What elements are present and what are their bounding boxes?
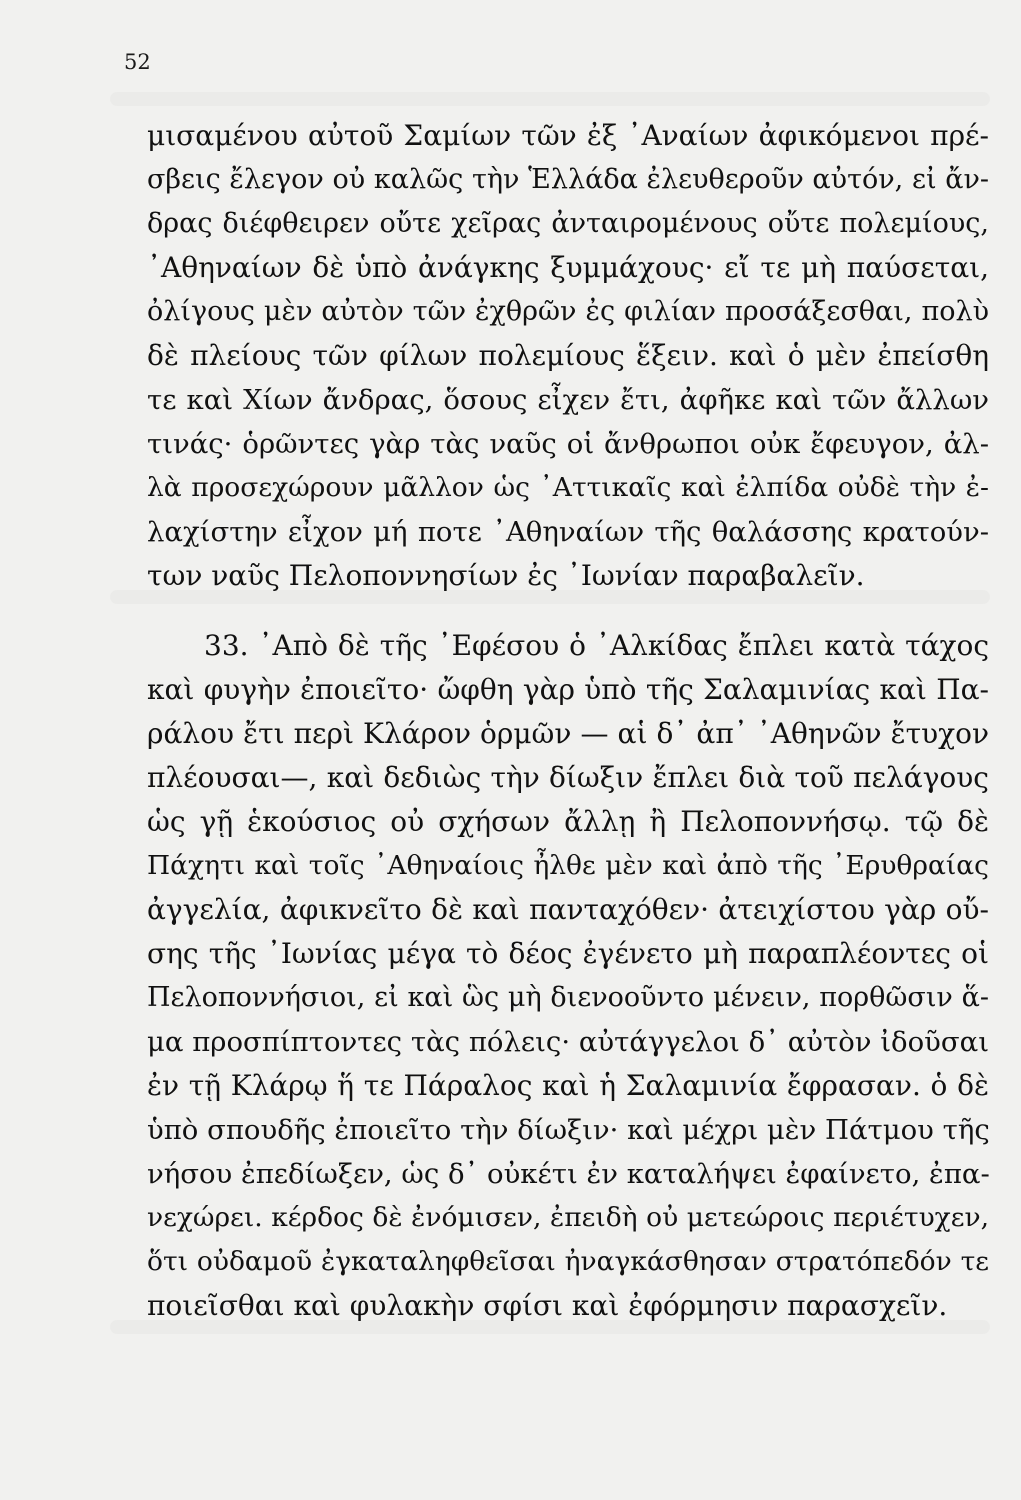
text-line: νήσου ἐπεδίωξεν, ὡς δ᾿ οὐκέτι ἐν καταλήψει ἐφαίνετο, ἐπα- [147,1158,990,1190]
text-line: 33. ᾿Απὸ δὲ τῆς ᾿Εφέσου ὁ ᾿Αλκίδας ἔπλει κατὰ τάχος [204,629,989,662]
text-line: ὑπὸ σπουδῆς ἐποιεῖτο τὴν δίωξιν· καὶ μέχρι μὲν Πάτμου τῆς [147,1114,990,1146]
text-line: ὅτι οὐδαμοῦ ἐγκαταληφθεῖσαι ἠναγκάσθησαν στρατόπεδόν τε [147,1246,989,1277]
text-line: ἀγγελία, ἀφικνεῖτο δὲ καὶ πανταχόθεν· ἀτειχίστου γὰρ οὔ- [147,893,989,926]
text-line: λὰ προσεχώρουν μᾶλλον ὡς ᾿Αττικαῖς καὶ ἐλπίδα οὐδὲ τὴν ἐ- [147,472,989,503]
text-line: δὲ πλείους τῶν φίλων πολεμίους ἕξειν. καὶ ὁ μὲν ἐπείσθη [147,339,989,372]
text-line: μα προσπίπτοντες τὰς πόλεις· αὐτάγγελοι δ᾿ αὐτὸν ἰδοῦσαι [147,1026,989,1058]
text-line: ὡς γῇ ἑκούσιος οὐ σχήσων ἄλλῃ ἢ Πελοποννήσῳ. τῷ δὲ [147,805,989,838]
text-line: τε καὶ Χίων ἄνδρας, ὅσους εἶχεν ἔτι, ἀφῆκε καὶ τῶν ἄλλων [147,384,989,416]
text-line: Πάχητι καὶ τοῖς ᾿Αθηναίοις ἦλθε μὲν καὶ ἀπὸ τῆς ᾿Ερυθραίας [147,850,989,881]
text-line: ἐν τῇ Κλάρῳ ἥ τε Πάραλος καὶ ἡ Σαλαμινία ἔφρασαν. ὁ δὲ [147,1069,989,1102]
text-line: Πελοποννήσιοι, εἰ καὶ ὣς μὴ διενοοῦντο μένειν, πορθῶσιν ἅ- [147,982,989,1013]
text-line: ποιεῖσθαι καὶ φυλακὴν σφίσι καὶ ἐφόρμησιν παρασχεῖν. [147,1289,948,1322]
text-line: σβεις ἔλεγον οὐ καλῶς τὴν Ἑλλάδα ἐλευθεροῦν αὐτόν, εἰ ἄν- [147,164,989,195]
text-line: πλέουσαι—, καὶ δεδιὼς τὴν δίωξιν ἔπλει διὰ τοῦ πελάγους [147,761,989,794]
text-line: μισαμένου αὐτοῦ Σαμίων τῶν ἐξ ᾿Αναίων ἀφικόμενοι πρέ- [147,119,989,152]
page-number: 52 [124,50,151,74]
text-line: τινάς· ὁρῶντες γὰρ τὰς ναῦς οἱ ἄνθρωποι οὐκ ἔφευγον, ἀλ- [147,428,989,460]
show-through-shade [110,92,990,106]
text-line: σης τῆς ᾿Ιωνίας μέγα τὸ δέος ἐγένετο μὴ παραπλέοντες οἱ [147,937,989,970]
text-line: ὀλίγους μὲν αὐτὸν τῶν ἐχθρῶν ἐς φιλίαν προσάξεσθαι, πολὺ [147,296,989,327]
text-line: νεχώρει. κέρδος δὲ ἐνόμισεν, ἐπειδὴ οὐ μετεώροις περιέτυχεν, [147,1202,989,1233]
text-line: καὶ φυγὴν ἐποιεῖτο· ὤφθη γὰρ ὑπὸ τῆς Σαλαμινίας καὶ Πα- [147,673,989,706]
text-line: δρας διέφθειρεν οὔτε χεῖρας ἀνταιρομένους οὔτε πολεμίους, [147,208,989,239]
text-line: ᾿Αθηναίων δὲ ὑπὸ ἀνάγκης ξυμμάχους· εἴ τε μὴ παύσεται, [147,251,989,284]
text-line: λαχίστην εἶχον μή ποτε ᾿Αθηναίων τῆς θαλάσσης κρατούν- [147,516,989,548]
text-line: ράλου ἔτι περὶ Κλάρον ὁρμῶν — αἱ δ᾿ ἀπ᾿ ᾿Αθηνῶν ἔτυχον [147,717,989,750]
text-line: των ναῦς Πελοποννησίων ἐς ᾿Ιωνίαν παραβαλεῖν. [147,559,865,592]
